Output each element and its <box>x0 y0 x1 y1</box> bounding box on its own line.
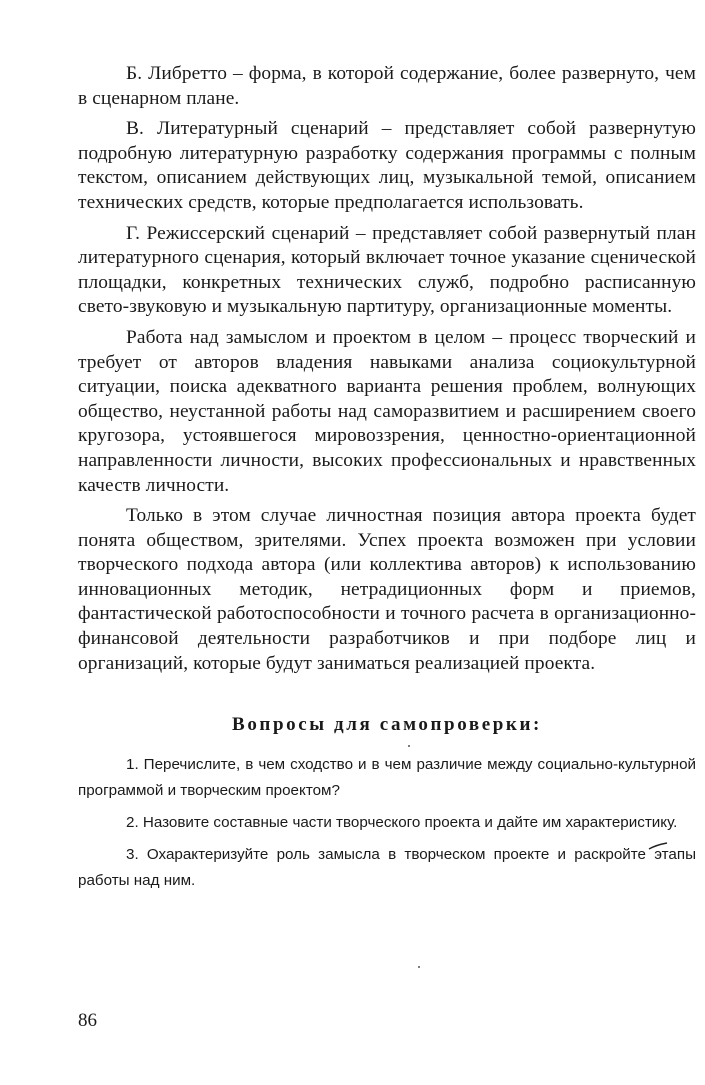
paragraph-concept-work: Работа над замыслом и проектом в целом – процесс творческий и требует от авторов владения навыками анализа социокультурной ситуации, поиска адекватного варианта решения проблем, волнующих общество, неустанной работы над саморазвитием и расширением своего кругозора, устоявшегося мировоззрения, ценностно-ориентационной направленности личности, высоких профессиональных и нравственных качеств личности. <box>78 326 696 496</box>
question-3: 3. Охарактеризуйте роль замысла в творческом проекте и раскройте этапы работы над ним. <box>78 846 696 890</box>
page-body <box>78 62 696 900</box>
paragraph-director-script: Г. Режиссерский сценарий – представляет собой развернутый план литературного сценария, который включает точное указание сценической площадки, конкретных технических служб, подробно расписанную свето-звуковую и музыкальную партитуру, организационные моменты. <box>78 222 696 318</box>
speck-2 <box>418 966 420 968</box>
paragraph-author-position: Только в этом случае личностная позиция автора проекта будет понята обществом, зрителями. Успех проекта возможен при условии творческого подхода автора (или коллектива авторов) к использованию инновационных методик, нетрадиционных форм и приемов, фантастической работоспособности и точного расчета в организационно-финансовой деятельности разработчиков и при подборе лиц и организаций, которые будут заниматься реализацией проекта. <box>78 505 696 674</box>
question-2: 2. Назовите составные части творческого проекта и дайте им характеристику. <box>126 814 678 832</box>
speck-1 <box>408 745 410 747</box>
question-1: 1. Перечислите, в чем сходство и в чем различие между социально-культурной программой и творческим проектом? <box>78 756 696 800</box>
questions-heading: Вопросы для самопроверки: <box>232 714 542 736</box>
page-number: 86 <box>78 1010 97 1031</box>
paragraph-literary-script: В. Литературный сценарий – представляет собой развернутую подробную литературную разработку содержания программы с полным текстом, описанием действующих лиц, музыкальной темой, описанием технических средств, которые предполагается использовать. <box>78 118 696 213</box>
paragraph-libretto: Б. Либретто – форма, в которой содержание, более развернуто, чем в сценарном плане. <box>78 63 696 109</box>
pen-mark-icon <box>648 842 668 850</box>
